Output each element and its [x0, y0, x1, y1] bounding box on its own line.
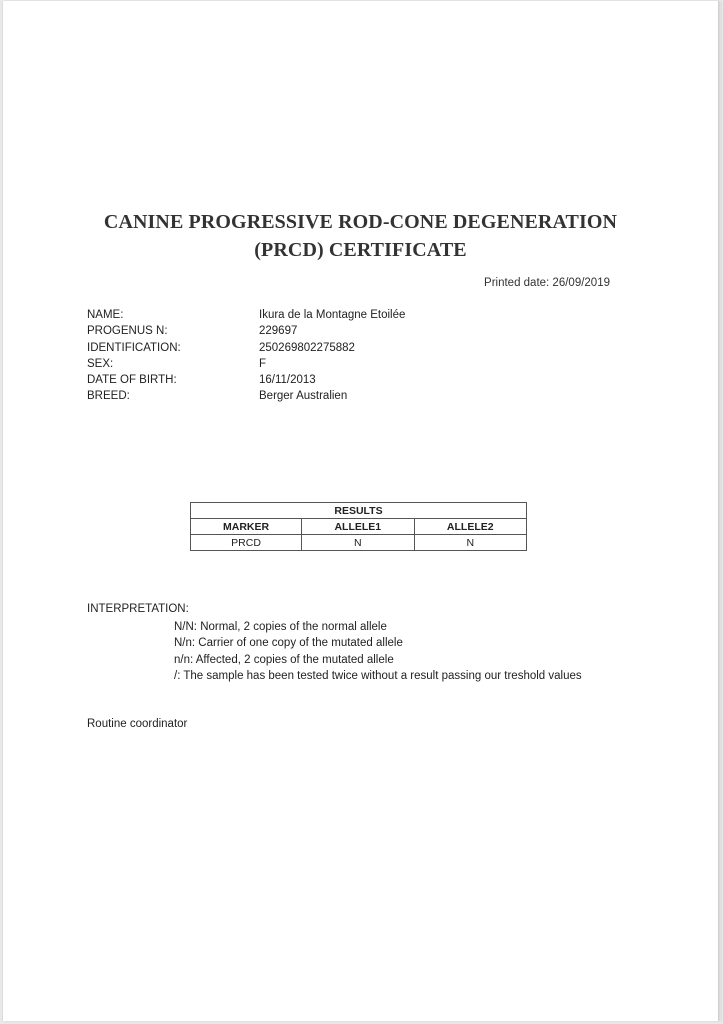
info-value: 16/11/2013: [259, 374, 316, 387]
certificate-page: [2, 1, 719, 1021]
dog-info-block: [87, 307, 405, 405]
column-header-marker: MARKER: [191, 519, 302, 535]
info-value: 250269802275882: [259, 341, 355, 354]
info-row-progenus: [87, 323, 405, 339]
list-item: /: The sample has been tested twice without a result passing our treshold values: [174, 669, 582, 682]
info-row-breed: [87, 388, 405, 404]
list-item: N/n: Carrier of one copy of the mutated allele: [174, 637, 403, 650]
table-row: [191, 535, 527, 551]
info-label: BREED:: [87, 390, 130, 403]
info-label: DATE OF BIRTH:: [87, 374, 177, 387]
results-heading-row: [191, 503, 527, 519]
list-item: n/n: Affected, 2 copies of the mutated allele: [174, 653, 394, 666]
info-label: SEX:: [87, 357, 114, 370]
info-row-birth: [87, 372, 405, 388]
column-header-allele2: ALLELE2: [414, 519, 526, 535]
info-value: 229697: [259, 325, 298, 338]
info-row-name: [87, 307, 405, 323]
list-item: N/N: Normal, 2 copies of the normal allele: [174, 621, 387, 633]
results-header-row: [191, 519, 527, 535]
interpretation-list: [174, 619, 582, 684]
info-value: Ikura de la Montagne Etoilée: [259, 309, 406, 321]
printed-date: Printed date: 26/09/2019: [484, 277, 610, 289]
info-label: NAME:: [87, 309, 124, 321]
results-table: [190, 502, 527, 551]
certificate-title-line1: CANINE PROGRESSIVE ROD-CONE DEGENERATION: [103, 211, 618, 233]
cell-marker: PRCD: [191, 535, 302, 551]
certificate-title-line2: (PRCD) CERTIFICATE: [254, 239, 467, 261]
interpretation-title: INTERPRETATION:: [87, 603, 189, 615]
info-value: Berger Australien: [259, 390, 348, 403]
column-header-allele1: ALLELE1: [302, 519, 414, 535]
info-row-sex: [87, 356, 405, 372]
info-value: F: [259, 357, 267, 370]
info-label: PROGENUS N:: [87, 325, 168, 338]
routine-coordinator: Routine coordinator: [87, 718, 188, 730]
info-row-identification: [87, 340, 405, 356]
info-label: IDENTIFICATION:: [87, 341, 181, 354]
cell-allele2: N: [414, 535, 526, 551]
cell-allele1: N: [302, 535, 414, 551]
results-heading: RESULTS: [191, 503, 527, 519]
